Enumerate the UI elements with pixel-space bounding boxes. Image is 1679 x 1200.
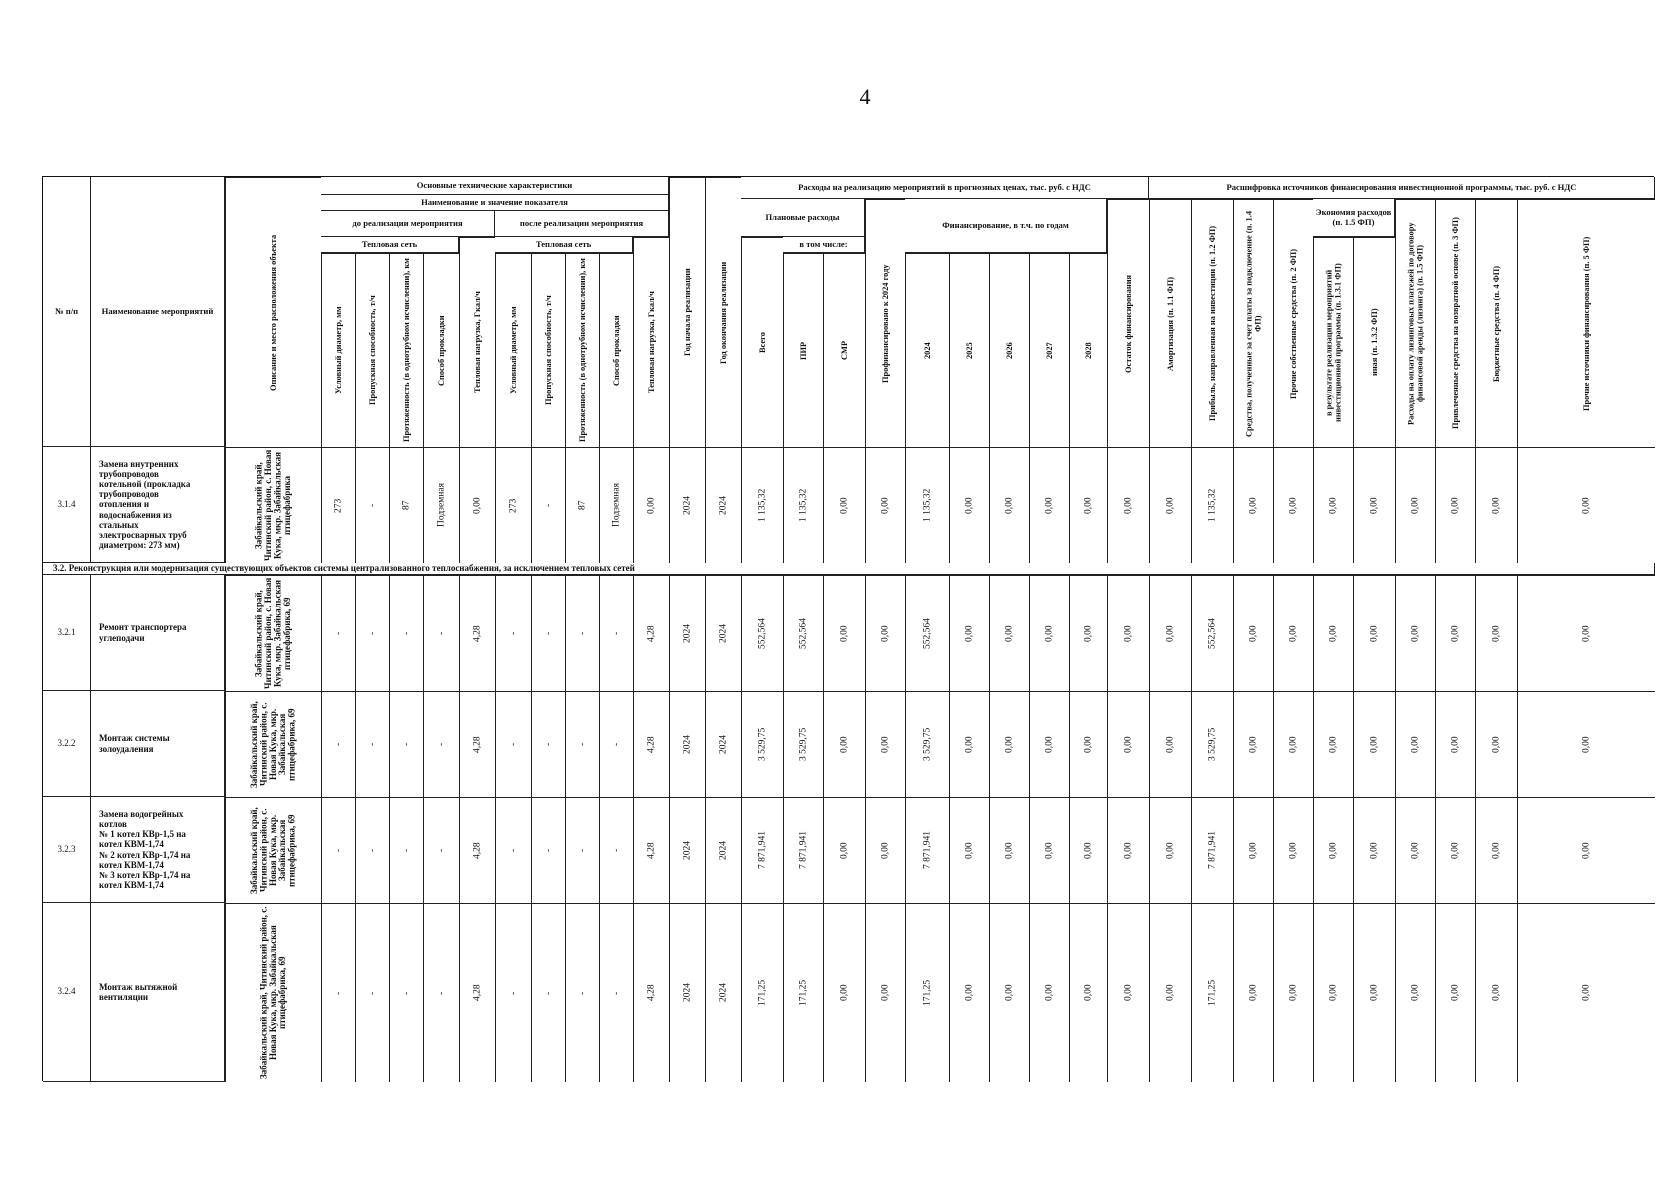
row-value-col-20: 0,00 xyxy=(949,797,989,903)
row-value-col-15: 1 135,32 xyxy=(741,447,783,563)
row-value-col-12: 4,28 xyxy=(633,903,669,1082)
row-value-col-30: 0,00 xyxy=(1353,575,1395,691)
row-location: Забайкальский край, Читинский район, с. Новая Кука, мкр. Забайкальская птицефабрика, 69 xyxy=(225,903,321,1082)
row-value-col-33: 0,00 xyxy=(1475,691,1517,797)
row-value-col-24: 0,00 xyxy=(1107,691,1149,797)
row-value-col-8: - xyxy=(495,575,531,691)
row-value-col-26: 3 529,75 xyxy=(1191,691,1233,797)
row-value-col-31: 0,00 xyxy=(1395,903,1435,1082)
row-location: Забайкальский край, Читинский район, с. Новая Кука, мкр. Забайкальская птицефабрика, 69 xyxy=(225,691,321,797)
header-incl: в том числе: xyxy=(783,237,865,253)
row-value-col-8: - xyxy=(495,691,531,797)
row-value-col-34: 0,00 xyxy=(1517,903,1655,1082)
row-value-col-23: 0,00 xyxy=(1069,691,1107,797)
row-value-col-7: 4,28 xyxy=(459,903,495,1082)
header-year-1: 2025 xyxy=(949,253,989,447)
row-value-col-10: - xyxy=(565,903,599,1082)
row-value-col-14: 2024 xyxy=(705,575,741,691)
header-economy-other: иная (п. 1.3.2 ФП) xyxy=(1353,237,1395,447)
row-value-col-21: 0,00 xyxy=(989,797,1029,903)
row-value-col-34: 0,00 xyxy=(1517,691,1655,797)
header-planned: Плановые расходы xyxy=(741,199,865,237)
page-number: 4 xyxy=(859,84,871,109)
row-location: Забайкальский край, Читинский район, с. Новая Кука, мкр. Забайкальская птицефабрика xyxy=(225,447,321,563)
row-value-col-27: 0,00 xyxy=(1233,797,1273,903)
header-costs: Расходы на реализацию мероприятий в прогнозных ценах, тыс. руб. с НДС xyxy=(741,177,1149,199)
header-financing: Финансирование, в т.ч. по годам xyxy=(905,199,1107,253)
row-value-col-9: - xyxy=(531,691,565,797)
row-value-col-10: - xyxy=(565,797,599,903)
row-value-col-20: 0,00 xyxy=(949,903,989,1082)
row-value-col-24: 0,00 xyxy=(1107,903,1149,1082)
row-value-col-22: 0,00 xyxy=(1029,575,1069,691)
row-value-col-19: 1 135,32 xyxy=(905,447,949,563)
row-number: 3.2.1 xyxy=(43,575,91,691)
row-value-col-24: 0,00 xyxy=(1107,575,1149,691)
header-sources: Расшифровка источников финансирования инвестиционной программы, тыс. руб. с НДС xyxy=(1149,177,1655,199)
row-value-col-17: 0,00 xyxy=(823,903,865,1082)
row-value-col-11: - xyxy=(599,691,633,797)
row-value-col-22: 0,00 xyxy=(1029,903,1069,1082)
header-after: после реализации мероприятия xyxy=(495,211,669,237)
row-value-col-18: 0,00 xyxy=(865,903,905,1082)
header-num: № п/п xyxy=(43,177,91,447)
header-before-throughput: Пропускная способность, т/ч xyxy=(355,253,389,447)
header-heat-net-before: Тепловая сеть xyxy=(321,237,459,253)
row-value-col-33: 0,00 xyxy=(1475,903,1517,1082)
header-after-diameter: Условный диаметр, мм xyxy=(495,253,531,447)
row-value-col-14: 2024 xyxy=(705,797,741,903)
row-value-col-22: 0,00 xyxy=(1029,691,1069,797)
row-value-col-21: 0,00 xyxy=(989,903,1029,1082)
row-value-col-13: 2024 xyxy=(669,575,705,691)
row-value-col-14: 2024 xyxy=(705,447,741,563)
row-value-col-11: - xyxy=(599,575,633,691)
row-value-col-19: 7 871,941 xyxy=(905,797,949,903)
row-value-col-27: 0,00 xyxy=(1233,691,1273,797)
header-pir: ПИР xyxy=(783,253,823,447)
row-value-col-20: 0,00 xyxy=(949,447,989,563)
row-value-col-20: 0,00 xyxy=(949,575,989,691)
row-value-col-23: 0,00 xyxy=(1069,575,1107,691)
row-value-col-28: 0,00 xyxy=(1273,691,1313,797)
row-value-col-27: 0,00 xyxy=(1233,447,1273,563)
row-value-col-16: 171,25 xyxy=(783,903,823,1082)
header-before-laying: Способ прокладки xyxy=(423,253,459,447)
row-value-col-28: 0,00 xyxy=(1273,903,1313,1082)
row-value-col-20: 0,00 xyxy=(949,691,989,797)
row-value-col-3: - xyxy=(321,575,355,691)
row-value-col-26: 1 135,32 xyxy=(1191,447,1233,563)
row-value-col-29: 0,00 xyxy=(1313,797,1353,903)
row-value-col-25: 0,00 xyxy=(1149,447,1191,563)
header-year-start: Год начала реализации xyxy=(669,177,705,447)
row-value-col-28: 0,00 xyxy=(1273,797,1313,903)
row-number: 3.1.4 xyxy=(43,447,91,563)
row-value-col-28: 0,00 xyxy=(1273,575,1313,691)
header-smr: СМР xyxy=(823,253,865,447)
header-year-4: 2028 xyxy=(1069,253,1107,447)
row-value-col-32: 0,00 xyxy=(1435,797,1475,903)
header-location: Описание и место расположения объекта xyxy=(225,177,321,447)
row-value-col-7: 4,28 xyxy=(459,575,495,691)
row-value-col-3: - xyxy=(321,691,355,797)
row-value-col-10: - xyxy=(565,691,599,797)
row-value-col-9: - xyxy=(531,447,565,563)
header-other_own: Прочие собственные средства (п. 2 ФП) xyxy=(1273,199,1313,447)
section-3-2-title: 3.2. Реконструкция или модернизация существующих объектов системы централизованного теплоснабжения, за исключением тепловых сетей xyxy=(43,563,1655,575)
row-value-col-25: 0,00 xyxy=(1149,691,1191,797)
row-value-col-27: 0,00 xyxy=(1233,575,1273,691)
row-value-col-5: - xyxy=(389,575,423,691)
row-value-col-21: 0,00 xyxy=(989,447,1029,563)
row-value-col-29: 0,00 xyxy=(1313,903,1353,1082)
row-value-col-34: 0,00 xyxy=(1517,447,1655,563)
header-amort: Амортизация (п. 1.1 ФП) xyxy=(1149,199,1191,447)
row-name xyxy=(91,691,225,797)
row-value-col-17: 0,00 xyxy=(823,575,865,691)
row-value-col-31: 0,00 xyxy=(1395,447,1435,563)
row-value-col-13: 2024 xyxy=(669,903,705,1082)
row-name-text: Ремонт транспортера углеподачи xyxy=(99,622,187,643)
row-value-col-3: 273 xyxy=(321,447,355,563)
row-value-col-6: - xyxy=(423,691,459,797)
row-value-col-19: 552,564 xyxy=(905,575,949,691)
header-economy: Экономия расходов (п. 1.5 ФП) xyxy=(1313,199,1395,237)
header-borrowed: Привлеченные средства на возвратной основе (п. 3 ФП) xyxy=(1435,199,1475,447)
header-connection: Средства, полученные за счет платы за подключение (п. 1.4 ФП) xyxy=(1233,199,1273,447)
row-value-col-26: 7 871,941 xyxy=(1191,797,1233,903)
row-value-col-31: 0,00 xyxy=(1395,575,1435,691)
row-value-col-18: 0,00 xyxy=(865,575,905,691)
row-value-col-22: 0,00 xyxy=(1029,797,1069,903)
header-other_src: Прочие источники финансирования (п. 5 ФП) xyxy=(1517,199,1655,447)
header-prefin: Профинансировано к 2024 году xyxy=(865,199,905,447)
row-value-col-7: 0,00 xyxy=(459,447,495,563)
row-value-col-30: 0,00 xyxy=(1353,447,1395,563)
row-value-col-15: 7 871,941 xyxy=(741,797,783,903)
row-value-col-29: 0,00 xyxy=(1313,575,1353,691)
row-value-col-19: 171,25 xyxy=(905,903,949,1082)
header-before-diameter: Условный диаметр, мм xyxy=(321,253,355,447)
row-value-col-33: 0,00 xyxy=(1475,797,1517,903)
row-value-col-21: 0,00 xyxy=(989,691,1029,797)
header-remainder: Остаток финансирования xyxy=(1107,199,1149,447)
row-value-col-32: 0,00 xyxy=(1435,447,1475,563)
header-year-3: 2027 xyxy=(1029,253,1069,447)
row-name xyxy=(91,797,225,903)
row-value-col-17: 0,00 xyxy=(823,797,865,903)
row-value-col-9: - xyxy=(531,575,565,691)
row-value-col-12: 4,28 xyxy=(633,797,669,903)
row-value-col-7: 4,28 xyxy=(459,797,495,903)
row-value-col-30: 0,00 xyxy=(1353,797,1395,903)
row-value-col-27: 0,00 xyxy=(1233,903,1273,1082)
row-value-col-6: Подземная xyxy=(423,447,459,563)
row-value-col-18: 0,00 xyxy=(865,797,905,903)
header-year-end: Год окончания реализации xyxy=(705,177,741,447)
row-value-col-15: 171,25 xyxy=(741,903,783,1082)
row-value-col-6: - xyxy=(423,903,459,1082)
row-value-col-22: 0,00 xyxy=(1029,447,1069,563)
row-name xyxy=(91,575,225,691)
row-value-col-8: - xyxy=(495,797,531,903)
row-value-col-33: 0,00 xyxy=(1475,575,1517,691)
header-before: до реализации мероприятия xyxy=(321,211,495,237)
header-before-load: Тепловая нагрузка, Гкал/ч xyxy=(459,237,495,447)
row-name-text: Замена водогрейных котлов № 1 котел КВр-1,5 на котел КВМ-1,74 № 2 котел КВр-1,74 на котел КВМ-1,74 № 3 котел КВр-1,74 на котел КВМ-1,74 xyxy=(99,809,191,890)
row-value-col-16: 3 529,75 xyxy=(783,691,823,797)
row-value-col-23: 0,00 xyxy=(1069,447,1107,563)
row-value-col-4: - xyxy=(355,575,389,691)
row-value-col-4: - xyxy=(355,447,389,563)
row-value-col-33: 0,00 xyxy=(1475,447,1517,563)
header-tech-main: Основные технические характеристики xyxy=(321,177,669,195)
row-location: Забайкальский край, Читинский район, с. Новая Кука, мкр. Забайкальская птицефабрика, 69 xyxy=(225,797,321,903)
row-value-col-11: Подземная xyxy=(599,447,633,563)
row-value-col-5: 87 xyxy=(389,447,423,563)
header-after-length: Протяженность (в однотрубном исчислении), км xyxy=(565,253,599,447)
header-name: Наименование мероприятий xyxy=(91,177,225,447)
row-value-col-12: 4,28 xyxy=(633,691,669,797)
row-value-col-34: 0,00 xyxy=(1517,797,1655,903)
row-name xyxy=(91,447,225,563)
row-number: 3.2.2 xyxy=(43,691,91,797)
row-name-text: Монтаж системы золоудаления xyxy=(99,733,170,754)
row-value-col-6: - xyxy=(423,797,459,903)
row-value-col-10: 87 xyxy=(565,447,599,563)
row-value-col-25: 0,00 xyxy=(1149,903,1191,1082)
row-value-col-9: - xyxy=(531,797,565,903)
row-value-col-28: 0,00 xyxy=(1273,447,1313,563)
header-total: Всего xyxy=(741,237,783,447)
row-name-text: Замена внутренних трубопроводов котельной (прокладка трубопроводов отопления и водоснабжения из стальных электросварных труб диаметром: 273 мм) xyxy=(99,459,191,550)
row-value-col-5: - xyxy=(389,903,423,1082)
row-name-text: Монтаж вытяжной вентиляции xyxy=(99,981,178,1002)
row-value-col-15: 3 529,75 xyxy=(741,691,783,797)
row-value-col-7: 4,28 xyxy=(459,691,495,797)
row-value-col-17: 0,00 xyxy=(823,447,865,563)
row-value-col-30: 0,00 xyxy=(1353,691,1395,797)
row-value-col-23: 0,00 xyxy=(1069,903,1107,1082)
header-profit: Прибыль, направленная на инвестиции (п. 1.2 ФП) xyxy=(1191,199,1233,447)
row-value-col-26: 552,564 xyxy=(1191,575,1233,691)
row-value-col-31: 0,00 xyxy=(1395,797,1435,903)
row-value-col-31: 0,00 xyxy=(1395,691,1435,797)
header-after-laying: Способ прокладки xyxy=(599,253,633,447)
row-location: Забайкальский край, Читинский район, с. Новая Кука, мкр. Забайкальская птицефабрика, 69 xyxy=(225,575,321,691)
row-value-col-32: 0,00 xyxy=(1435,575,1475,691)
row-value-col-18: 0,00 xyxy=(865,447,905,563)
header-tech-sub: Наименование и значение показателя xyxy=(321,195,669,211)
row-number: 3.2.4 xyxy=(43,903,91,1082)
row-value-col-24: 0,00 xyxy=(1107,447,1149,563)
row-value-col-12: 0,00 xyxy=(633,447,669,563)
row-value-col-11: - xyxy=(599,797,633,903)
row-value-col-6: - xyxy=(423,575,459,691)
row-value-col-13: 2024 xyxy=(669,447,705,563)
header-after-load: Тепловая нагрузка, Гкал/ч xyxy=(633,237,669,447)
row-value-col-26: 171,25 xyxy=(1191,903,1233,1082)
row-value-col-34: 0,00 xyxy=(1517,575,1655,691)
row-value-col-24: 0,00 xyxy=(1107,797,1149,903)
row-value-col-14: 2024 xyxy=(705,691,741,797)
row-value-col-3: - xyxy=(321,903,355,1082)
header-heat-net-after: Тепловая сеть xyxy=(495,237,633,253)
row-value-col-10: - xyxy=(565,575,599,691)
row-value-col-4: - xyxy=(355,797,389,903)
header-year-0: 2024 xyxy=(905,253,949,447)
row-value-col-21: 0,00 xyxy=(989,575,1029,691)
header-economy-result: в результате реализации мероприятий инвестиционной программы (п. 1.3.1 ФП) xyxy=(1313,237,1353,447)
row-value-col-16: 7 871,941 xyxy=(783,797,823,903)
row-value-col-5: - xyxy=(389,797,423,903)
row-value-col-30: 0,00 xyxy=(1353,903,1395,1082)
row-value-col-25: 0,00 xyxy=(1149,575,1191,691)
row-value-col-14: 2024 xyxy=(705,903,741,1082)
row-value-col-17: 0,00 xyxy=(823,691,865,797)
row-value-col-13: 2024 xyxy=(669,797,705,903)
data-table xyxy=(42,176,1654,1081)
header-leasing: Расходы на оплату лизинговых платежей по договору финансовой аренды (лизинга) (п. 1.5 ФП) xyxy=(1395,199,1435,447)
row-value-col-19: 3 529,75 xyxy=(905,691,949,797)
header-budget: Бюджетные средства (п. 4 ФП) xyxy=(1475,199,1517,447)
header-year-2: 2026 xyxy=(989,253,1029,447)
row-value-col-16: 552,564 xyxy=(783,575,823,691)
row-value-col-18: 0,00 xyxy=(865,691,905,797)
row-value-col-3: - xyxy=(321,797,355,903)
row-value-col-23: 0,00 xyxy=(1069,797,1107,903)
row-name xyxy=(91,903,225,1082)
row-value-col-12: 4,28 xyxy=(633,575,669,691)
row-value-col-4: - xyxy=(355,903,389,1082)
row-value-col-4: - xyxy=(355,691,389,797)
row-value-col-16: 1 135,32 xyxy=(783,447,823,563)
row-value-col-8: - xyxy=(495,903,531,1082)
header-before-length: Протяженность (в однотрубном исчислении), км xyxy=(389,253,423,447)
row-value-col-8: 273 xyxy=(495,447,531,563)
row-value-col-32: 0,00 xyxy=(1435,691,1475,797)
row-number: 3.2.3 xyxy=(43,797,91,903)
row-value-col-15: 552,564 xyxy=(741,575,783,691)
row-value-col-32: 0,00 xyxy=(1435,903,1475,1082)
row-value-col-13: 2024 xyxy=(669,691,705,797)
row-value-col-9: - xyxy=(531,903,565,1082)
header-after-throughput: Пропускная способность, т/ч xyxy=(531,253,565,447)
row-value-col-5: - xyxy=(389,691,423,797)
row-value-col-11: - xyxy=(599,903,633,1082)
row-value-col-29: 0,00 xyxy=(1313,691,1353,797)
row-value-col-29: 0,00 xyxy=(1313,447,1353,563)
row-value-col-25: 0,00 xyxy=(1149,797,1191,903)
